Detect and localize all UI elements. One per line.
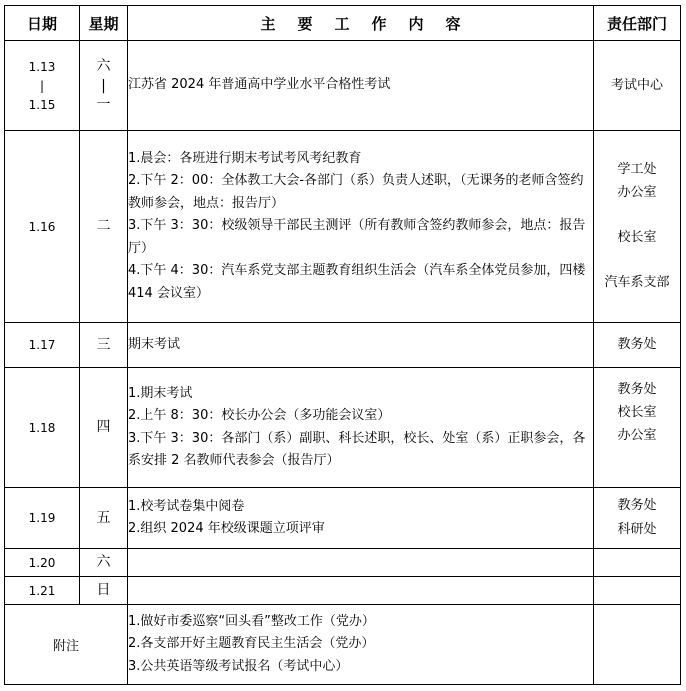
dept-cell <box>594 323 681 368</box>
dept-cell <box>594 488 681 549</box>
date-text: 1.19 <box>28 511 56 525</box>
date-cell <box>5 41 80 131</box>
note-item: 3.公共英语等级考试报名（考试中心） <box>128 658 349 674</box>
content-item: 2.下午 2：00：全体教工大会-各部门（系）负责人述职，（无课务的老师含签约教师参会，地点：报告厅） <box>128 173 584 211</box>
date-text: 1.17 <box>28 338 56 352</box>
date-range-separator: | <box>39 78 45 93</box>
weekday-cell <box>80 488 128 549</box>
weekday-text: 六 <box>96 554 111 570</box>
table-row <box>5 549 681 577</box>
content-item: 3.下午 3：30：各部门（系）副职、科长述职，校长、处室（系）正职参会，各系安排 2 名教师代表参会（报告厅） <box>128 430 586 468</box>
dept-item: 办公室 <box>617 184 657 200</box>
dept-cell <box>594 549 681 577</box>
date-text: 1.18 <box>28 420 56 435</box>
content-item: 1.校考试卷集中阅卷 <box>128 498 245 514</box>
content-cell <box>128 577 594 605</box>
content-item: 1.晨会：各班进行期末考试考风考纪教育 <box>128 150 362 166</box>
table-row <box>5 323 681 368</box>
dept-item: 学工处 <box>617 162 657 177</box>
date-text: 1.16 <box>28 219 56 234</box>
dept-item: 校长室 <box>617 405 657 420</box>
dept-item: 考试中心 <box>610 77 663 93</box>
content-item: 1.期末考试 <box>128 385 193 401</box>
date-text: 1.15 <box>28 97 56 112</box>
note-item: 2.各支部开好主题教育民主生活会（党办） <box>128 636 375 652</box>
weekday-text: 日 <box>96 582 111 598</box>
content-cell <box>128 368 594 488</box>
header-date: 日期 <box>5 6 80 41</box>
date-text: 1.13 <box>28 59 56 74</box>
dept-cell <box>594 368 681 488</box>
dept-item: 校长室 <box>617 229 657 245</box>
table-row <box>5 577 681 605</box>
weekday-range-separator: | <box>101 77 106 94</box>
dept-item: 汽车系支部 <box>604 274 670 290</box>
table-row <box>5 41 681 131</box>
content-item: 江苏省 2024 年普通高中学业水平合格性考试 <box>128 77 391 93</box>
date-text: 1.20 <box>28 555 56 570</box>
content-cell <box>128 488 594 549</box>
content-cell <box>128 323 594 368</box>
content-cell <box>128 41 594 131</box>
content-item: 期末考试 <box>128 336 181 352</box>
notes-label: 附注 <box>5 605 128 685</box>
date-cell <box>5 323 80 368</box>
weekday-text: 三 <box>96 336 111 353</box>
date-text: 1.21 <box>28 583 56 598</box>
date-cell <box>5 131 80 323</box>
date-cell <box>5 577 80 605</box>
dept-cell <box>594 577 681 605</box>
header-dept: 责任部门 <box>594 6 681 41</box>
content-item: 3.下午 3：30：校级领导干部民主测评（所有教师含签约教师参会，地点：报告厅） <box>128 218 586 256</box>
weekday-cell <box>80 323 128 368</box>
dept-item: 教务处 <box>617 337 657 352</box>
weekday-cell <box>80 131 128 323</box>
notes-row <box>5 605 681 685</box>
weekday-cell <box>80 577 128 605</box>
table-row <box>5 131 681 323</box>
notes-dept-cell <box>594 605 681 685</box>
dept-item: 办公室 <box>617 428 657 443</box>
content-item: 2.组织 2024 年校级课题立项评审 <box>128 521 325 536</box>
table-row <box>5 488 681 549</box>
date-cell <box>5 368 80 488</box>
note-item: 1.做好市委巡察“回头看”整改工作（党办） <box>128 613 375 629</box>
date-cell <box>5 549 80 577</box>
weekday-cell <box>80 41 128 131</box>
header-content <box>128 6 594 41</box>
weekday-text: 四 <box>96 419 111 435</box>
weekday-cell <box>80 368 128 488</box>
content-cell <box>128 549 594 577</box>
dept-item: 教务处 <box>617 382 657 397</box>
weekday-text: 一 <box>96 96 111 113</box>
weekly-schedule-table <box>4 5 681 685</box>
dept-cell <box>594 131 681 323</box>
weekday-cell <box>80 549 128 577</box>
content-cell <box>128 131 594 323</box>
dept-item: 科研处 <box>617 522 657 537</box>
header-weekday: 星期 <box>80 6 128 41</box>
content-item: 4.下午 4：30：汽车系党支部主题教育组织生活会（汽车系全体党员参加，四楼 414 会议室） <box>128 263 586 301</box>
table-row <box>5 368 681 488</box>
weekday-text: 二 <box>96 218 111 234</box>
dept-cell <box>594 41 681 131</box>
header-row <box>5 6 681 41</box>
date-cell <box>5 488 80 549</box>
dept-item: 教务处 <box>617 498 657 513</box>
notes-content-cell <box>128 605 594 685</box>
header-content-label: 主要工作内容 <box>260 14 483 33</box>
weekday-text: 五 <box>96 509 111 526</box>
content-item: 2.上午 8：30：校长办公会（多功能会议室） <box>128 408 391 423</box>
weekday-text: 六 <box>96 57 111 74</box>
